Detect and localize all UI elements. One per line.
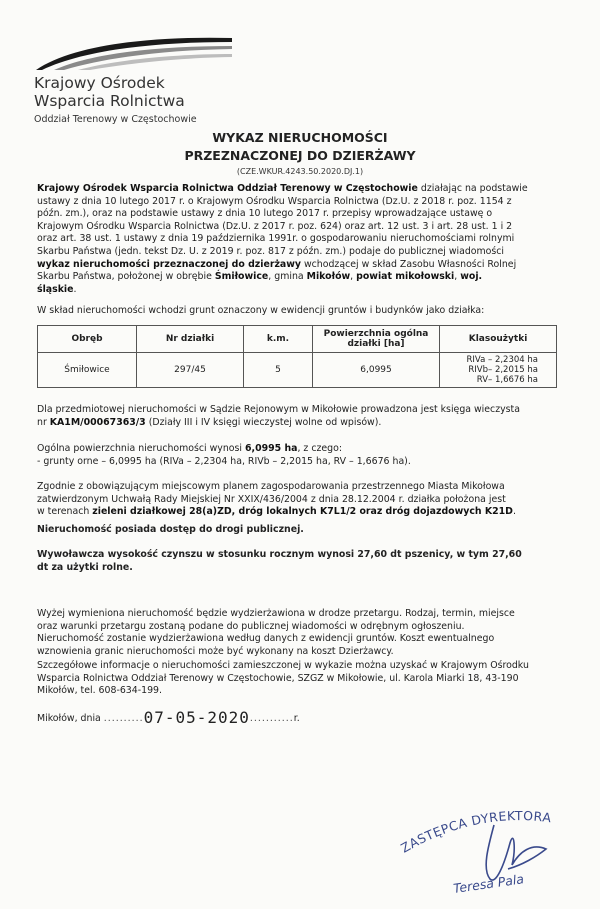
cell-km: 5: [244, 353, 313, 388]
main-line4: Krajowym Ośrodku Wsparcia Rolnictwa (Dz.U. z 2017 r. poz. 624) oraz art. 12 ust. 3 i art. 28 ust. 1 i 2: [37, 220, 513, 232]
klas-line-1: RIVa – 2,2304 ha: [466, 355, 538, 365]
sklad-text: W skład nieruchomości wchodzi grunt oznaczony w ewidencji gruntów i budynków jako działka:: [37, 305, 485, 316]
przetarg-line2: oraz warunki przetargu zostaną podane do publicznej wiadomości w odrębnym ogłoszeniu.: [37, 620, 465, 632]
przetarg-paragraph: [37, 608, 570, 658]
pow-line1-a: Ogólna powierzchnia nieruchomości wynosi: [37, 443, 246, 454]
powiat-bold: powiat mikołowski: [356, 271, 455, 283]
cell-powierzchnia: 6,0995: [313, 353, 440, 388]
logo-org-line1: Krajowy Ośrodek: [34, 74, 165, 92]
logo-branch: Oddział Terenowy w Częstochowie: [34, 114, 197, 125]
powierzchnia-paragraph: [37, 443, 570, 468]
pow-line2: - grunty orne – 6,0995 ha (RIVa – 2,2304 ha, RIVb – 2,2015 ha, RV – 1,6676 ha).: [37, 455, 411, 467]
date-stamp: 07-05-2020: [143, 708, 250, 727]
czynsz-line1: Wywoławcza wysokość czynszu w stosunku rocznym wynosi 27,60 dt pszenicy, w tym 27,60: [37, 549, 522, 560]
date-suffix: r.: [293, 713, 300, 724]
org-bold: Krajowy Ośrodek Wsparcia Rolnictwa Oddział Terenowy w Częstochowie: [37, 183, 418, 194]
parcel-table: [37, 325, 557, 388]
kowr-logo: [34, 36, 274, 126]
obreb-bold: Śmiłowice: [214, 271, 269, 283]
header-nr-dzialki: Nr działki: [137, 326, 244, 353]
pow-total: 6,0995 ha: [245, 443, 298, 454]
przetarg-line4: wznowienia granic nieruchomości może być wykonany na koszt Dzierżawcy.: [37, 645, 394, 657]
date-dots-before: ..........: [103, 713, 144, 724]
main-line8-e: ,: [454, 271, 461, 283]
czynsz-line2: dt za użytki rolne.: [37, 561, 133, 573]
dostep-text: Nieruchomość posiada dostęp do drogi publicznej.: [37, 524, 304, 535]
ksiega-number: KA1M/00067363/3: [49, 416, 146, 428]
document-reference: (CZE.WKUR.4243.50.2020.DJ.1): [236, 167, 364, 176]
ksiega-line1: Dla przedmiotowej nieruchomości w Sądzie Rejonowym w Mikołowie prowadzona jest księga wieczysta: [37, 404, 520, 415]
woj-name-bold: śląskie: [37, 283, 74, 295]
stamp-name: Teresa Pala: [452, 871, 525, 896]
info-line1: Szczegółowe informacje o nieruchomości zamieszczonej w wykazie można uzyskać w Krajowym Ośrodku: [37, 660, 529, 671]
main-line9-rest: .: [73, 283, 77, 295]
table-header-row: [38, 326, 557, 353]
pow-line1-c: , z czego:: [297, 443, 343, 454]
signature-stamp: [396, 795, 586, 905]
main-line5: oraz art. 38 ust. 1 ustawy z dnia 19 października 1991r. o gospodarowaniu nieruchomościami rolnymi: [37, 233, 515, 245]
table-row: [38, 353, 557, 388]
stamp-title-path: ZASTĘPCA DYREKTORA: [398, 808, 553, 856]
plan-line1: Zgodnie z obowiązującym miejscowym planem zagospodarowania przestrzennego Miasta Mikołowa: [37, 481, 505, 492]
ksiega-line2-a: nr: [37, 416, 50, 428]
header-km: k.m.: [244, 326, 313, 353]
header-obreb: Obręb: [38, 326, 137, 353]
main-paragraph: [37, 183, 570, 296]
main-line1-rest: działając na podstawie: [417, 183, 528, 194]
plan-paragraph: [37, 481, 570, 519]
main-line8-d: ,: [350, 271, 357, 283]
plan-line2: zatwierdzonym Uchwałą Rady Miejskiej Nr XXIX/436/2004 z dnia 28.12.2004 r. działka położona jest: [37, 493, 506, 505]
main-line8-a: Skarbu Państwa, położonej w obrębie: [37, 271, 215, 283]
ksiega-line2-c: (Działy III i IV księgi wieczystej wolne od wpisów).: [145, 416, 382, 428]
cell-nr-dzialki: 297/45: [137, 353, 244, 388]
main-line6: Skarbu Państwa (jedn. tekst Dz. U. z 2019 r. poz. 817 z późn. zm.) podaje do publicznej wiadomości: [37, 245, 505, 257]
przetarg-line3: Nieruchomość zostanie wydzierżawiona według danych z ewidencji gruntów. Koszt ewentualnego: [37, 633, 495, 645]
header-powierzchnia: Powierzchnia ogólna działki [ha]: [313, 326, 440, 353]
cell-obreb: Śmiłowice: [38, 353, 137, 388]
plan-zoning-bold: zieleni działkowej 28(a)ZD, dróg lokalnych K7L1/2 oraz dróg dojazdowych K21D: [92, 506, 513, 518]
info-line2: Wsparcia Rolnictwa Oddział Terenowy w Częstochowie, SZGZ w Mikołowie, ul. Karola Miarki 18, 43-190: [37, 672, 519, 684]
gmina-bold: Mikołów: [306, 271, 351, 283]
plan-line3-a: w terenach: [37, 506, 93, 518]
main-line2: ustawy z dnia 10 lutego 2017 r. o Krajowym Ośrodku Wsparcia Rolnictwa (Dz.U. z 2018 r. poz. 1154 z: [37, 195, 512, 207]
info-paragraph: [37, 660, 570, 698]
klas-line-2: RIVb– 2,2015 ha: [468, 365, 538, 375]
przetarg-line1: Wyżej wymieniona nieruchomość będzie wydzierżawiona w drodze przetargu. Rodzaj, termin, miejsce: [37, 608, 515, 619]
date-line: [37, 708, 570, 727]
document-title-line2: PRZEZNACZONEJ DO DZIERŻAWY: [184, 148, 416, 163]
plan-line3-c: .: [512, 506, 516, 518]
wykaz-bold: wykaz nieruchomości przeznaczonej do dzierżawy: [37, 258, 301, 270]
logo-swoosh-icon: [34, 36, 234, 72]
cell-klasouzytki: [440, 353, 557, 388]
header-klasouzytki: Klasoużytki: [440, 326, 557, 353]
czynsz-paragraph: [37, 549, 570, 574]
logo-org-line2: Wsparcia Rolnictwa: [34, 92, 185, 110]
main-line8-c: , gmina: [268, 271, 307, 283]
ksiega-paragraph: [37, 404, 570, 429]
main-line3: późn. zm.), oraz na podstawie ustawy z dnia 10 lutego 2017 r. przepisy wprowadzające ustawę o: [37, 208, 493, 220]
info-line3: Mikołów, tel. 608-634-199.: [37, 685, 162, 697]
klas-line-3: RV– 1,6676 ha: [476, 375, 538, 385]
date-dots-after: ...........: [249, 713, 294, 724]
woj-bold: woj.: [460, 271, 483, 283]
main-line7-rest: wchodzącej w skład Zasobu Własności Rolnej: [301, 258, 517, 270]
document-title-line1: WYKAZ NIERUCHOMOŚCI: [212, 130, 388, 145]
date-prefix: Mikołów, dnia: [37, 713, 104, 724]
